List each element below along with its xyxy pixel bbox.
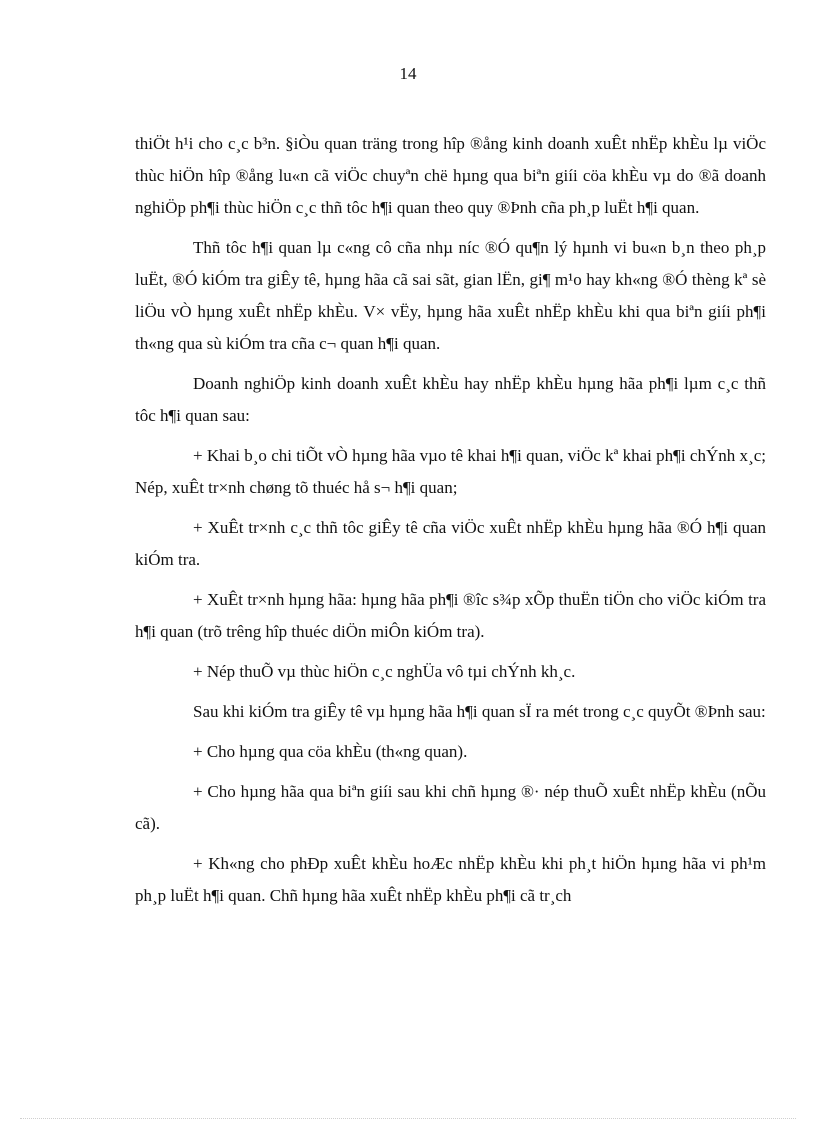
page-bottom-divider: [20, 1118, 796, 1119]
paragraph-5: + XuÊt tr×nh c¸c thñ tôc giÊy tê cña viÖc xuÊt nhËp khÈu hµng hãa ®Ó h¶i quan kiÓm tra.: [135, 518, 766, 569]
paragraph-1: thiÖt h¹i cho c¸c b³n. §iÒu quan träng trong hîp ®ång kinh doanh xuÊt nhËp khÈu lµ viÖc thùc hiÖn hîp ®ång lu«n cã viÖc chuyªn chë hµng qua biªn giíi cöa khÈu vµ do ®ã doanh nghiÖp ph¶i thùc hiÖn c¸c thñ tôc h¶i quan theo quy ®Þnh cña ph¸p luËt h¶i quan.: [135, 134, 766, 217]
paragraph-9: + Cho hµng qua cöa khÈu (th«ng quan).: [193, 742, 468, 761]
paragraph-6: + XuÊt tr×nh hµng hãa: hµng hãa ph¶i ®îc s¾p xÕp thuËn tiÖn cho viÖc kiÓm tra h¶i quan (trõ trêng hîp thuéc diÖn miÔn kiÓm tra).: [135, 590, 766, 641]
paragraph-2: Thñ tôc h¶i quan lµ c«ng cô cña nhµ níc ®Ó qu¶n lý hµnh vi bu«n b¸n theo ph¸p luËt, ®Ó kiÓm tra giÊy tê, hµng hãa cã sai sãt, gian lËn, gi¶ m¹o hay kh«ng ®Ó thèng kª sè liÖu vÒ hµng xuÊt nhËp khÈu. V× vËy, hµng hãa xuÊt nhËp khÈu khi qua biªn giíi ph¶i th«ng qua sù kiÓm tra cña c¬ quan h¶i quan.: [135, 238, 766, 353]
paragraph-11: + Kh«ng cho phÐp xuÊt khÈu hoÆc nhËp khÈu khi ph¸t hiÖn hµng hãa vi ph¹m ph¸p luËt h¶i quan. Chñ hµng hãa xuÊt nhËp khÈu ph¶i cã tr¸ch: [135, 854, 766, 905]
paragraph-10: + Cho hµng hãa qua biªn giíi sau khi chñ hµng ®· nép thuÕ xuÊt nhËp khÈu (nÕu cã).: [135, 782, 766, 833]
paragraph-3: Doanh nghiÖp kinh doanh xuÊt khÈu hay nhËp khÈu hµng hãa ph¶i lµm c¸c thñ tôc h¶i quan sau:: [135, 374, 766, 425]
paragraph-4: + Khai b¸o chi tiÕt vÒ hµng hãa vµo tê khai h¶i quan, viÖc kª khai ph¶i chÝnh x¸c; Nép, xuÊt tr×nh chøng tõ thuéc hå s¬ h¶i quan;: [135, 446, 766, 497]
paragraph-7: + Nép thuÕ vµ thùc hiÖn c¸c nghÜa vô tµi chÝnh kh¸c.: [193, 662, 576, 681]
page-number: 14: [399, 64, 417, 83]
paragraph-8: Sau khi kiÓm tra giÊy tê vµ hµng hãa h¶i quan sÏ ra mét trong c¸c quyÕt ®Þnh sau:: [193, 702, 766, 721]
body-text: [135, 128, 766, 920]
